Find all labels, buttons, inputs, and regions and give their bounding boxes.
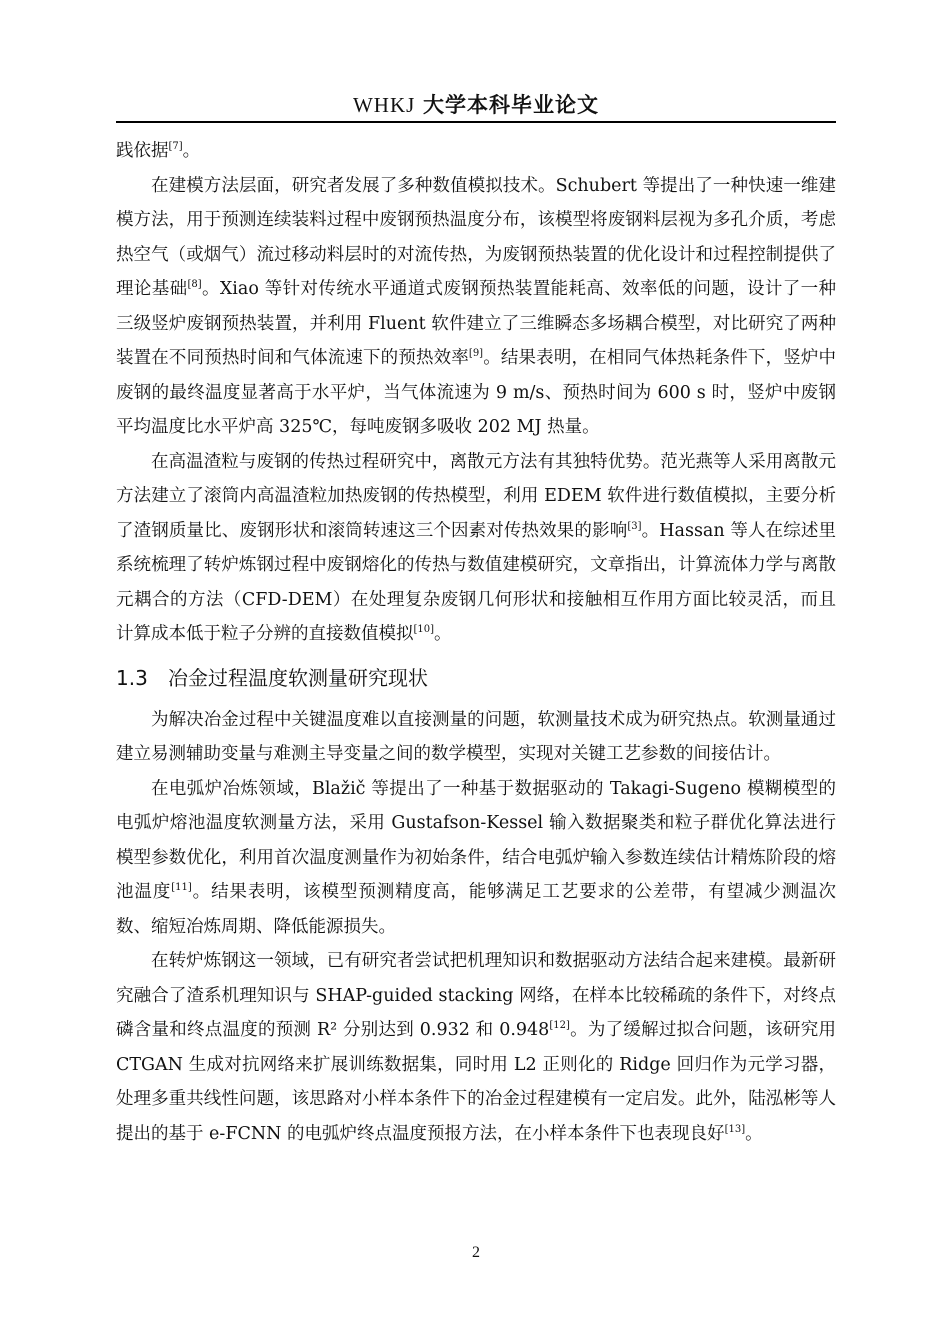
- text: 。为了缓解过拟合问题，该研究用 CTGAN 生成对抗网络来扩展训练数据集，同时用 L2 正则化的 Ridge 回归作为元学习器，处理多重共线性问题，该思路对小样本条件下的冶金过程建模有一定启发。此外，陆泓彬等人提出的基于 e-FCNN 的电弧炉终点温度预报方法，在小样本条件下也表现良好: [116, 1020, 837, 1144]
- page-header: [116, 90, 836, 120]
- citation: [8]: [187, 279, 202, 290]
- text: 。Hassan 等人在综述里系统梳理了转炉炼钢过程中废钢熔化的传热与数值建模研究，文章指出，计算流体力学与离散元耦合的方法（CFD-DEM）在处理复杂废钢几何形状和接触相互作用方面比较灵活，而且计算成本低于粒子分辨的直接数值模拟: [116, 520, 836, 644]
- text: 。结果表明，在相同气体热耗条件下，竖炉中废钢的最终温度显著高于水平炉，当气体流速为 9 m/s、预热时间为 600 s 时，竖炉中废钢平均温度比水平炉高 325℃，每吨废钢多吸收 202 MJ 热量。: [116, 348, 837, 437]
- text: 。结果表明，该模型预测精度高，能够满足工艺要求的公差带，有望减少测温次数、缩短冶炼周期、降低能源损失。: [116, 882, 837, 937]
- text: 。: [182, 141, 201, 161]
- body-text: [116, 134, 836, 1151]
- paragraph: [116, 169, 836, 445]
- header-latin: WHKJ: [352, 93, 416, 117]
- section-number: 1.3: [116, 665, 148, 690]
- citation: [3]: [627, 520, 642, 532]
- paragraph-continuation: [116, 134, 836, 169]
- citation: [12]: [549, 1020, 570, 1031]
- text: 在高温渣粒与废钢的传热过程研究中，离散元方法有其独特优势。范光燕等人采用离散元方法建立了滚筒内高温渣粒加热废钢的传热模型，利用 EDEM 软件进行数值模拟，主要分析了渣钢质量比、废钢形状和滚筒转速这三个因素对传热效果的影响: [116, 451, 836, 541]
- text: 在电弧炉冶炼领域，Blažič 等提出了一种基于数据驱动的 Takagi-Sugeno 模糊模型的电弧炉熔池温度软测量方法，采用 Gustafson-Kessel 输入数据聚类和粒子群优化算法进行模型参数优化，利用首次温度测量作为初始条件，结合电弧炉输入参数连续估计精炼阶段的熔池温度: [116, 778, 836, 902]
- text: 。: [745, 1123, 763, 1144]
- page-number: 2: [472, 1244, 480, 1261]
- citation: [9]: [468, 348, 484, 359]
- citation: [10]: [413, 624, 435, 635]
- citation: [13]: [724, 1123, 746, 1135]
- text: 践依据: [116, 141, 169, 161]
- paragraph: [116, 944, 836, 1151]
- text: 在建模方法层面，研究者发展了多种数值模拟技术。Schubert 等提出了一种快速一维建模方法，用于预测连续装料过程中废钢预热温度分布，该模型将废钢料层视为多孔介质，考虑热空气（或烟气）流过移动料层时的对流传热，为废钢预热装置的优化设计和过程控制提供了理论基础: [116, 175, 836, 299]
- text: 为解决冶金过程中关键温度难以直接测量的问题，软测量技术成为研究热点。软测量通过建立易测辅助变量与难测主导变量之间的数学模型，实现对关键工艺参数的间接估计。: [116, 709, 836, 764]
- header-title: 大学本科毕业论文: [423, 93, 599, 117]
- citation: [11]: [171, 882, 192, 893]
- text: 在转炉炼钢这一领域，已有研究者尝试把机理知识和数据驱动方法结合起来建模。最新研究融合了渣系机理知识与 SHAP-guided stacking 网络，在样本比较稀疏的条件下，对终点磷含量和终点温度的预测 R² 分别达到 0.932 和 0.948: [116, 951, 836, 1040]
- text: 。: [434, 624, 452, 644]
- paragraph: [116, 772, 836, 945]
- paragraph: [116, 703, 836, 772]
- section-title: 冶金过程温度软测量研究现状: [168, 665, 428, 690]
- citation: [7]: [168, 141, 183, 152]
- paragraph: [116, 445, 836, 652]
- text: 。Xiao 等针对传统水平通道式废钢预热装置能耗高、效率低的问题，设计了一种三级竖炉废钢预热装置，并利用 Fluent 软件建立了三维瞬态多场耦合模型，对比研究了两种装置在不同预热时间和气体流速下的预热效率: [116, 279, 836, 368]
- header-rule: [116, 121, 836, 123]
- section-heading: [116, 659, 836, 697]
